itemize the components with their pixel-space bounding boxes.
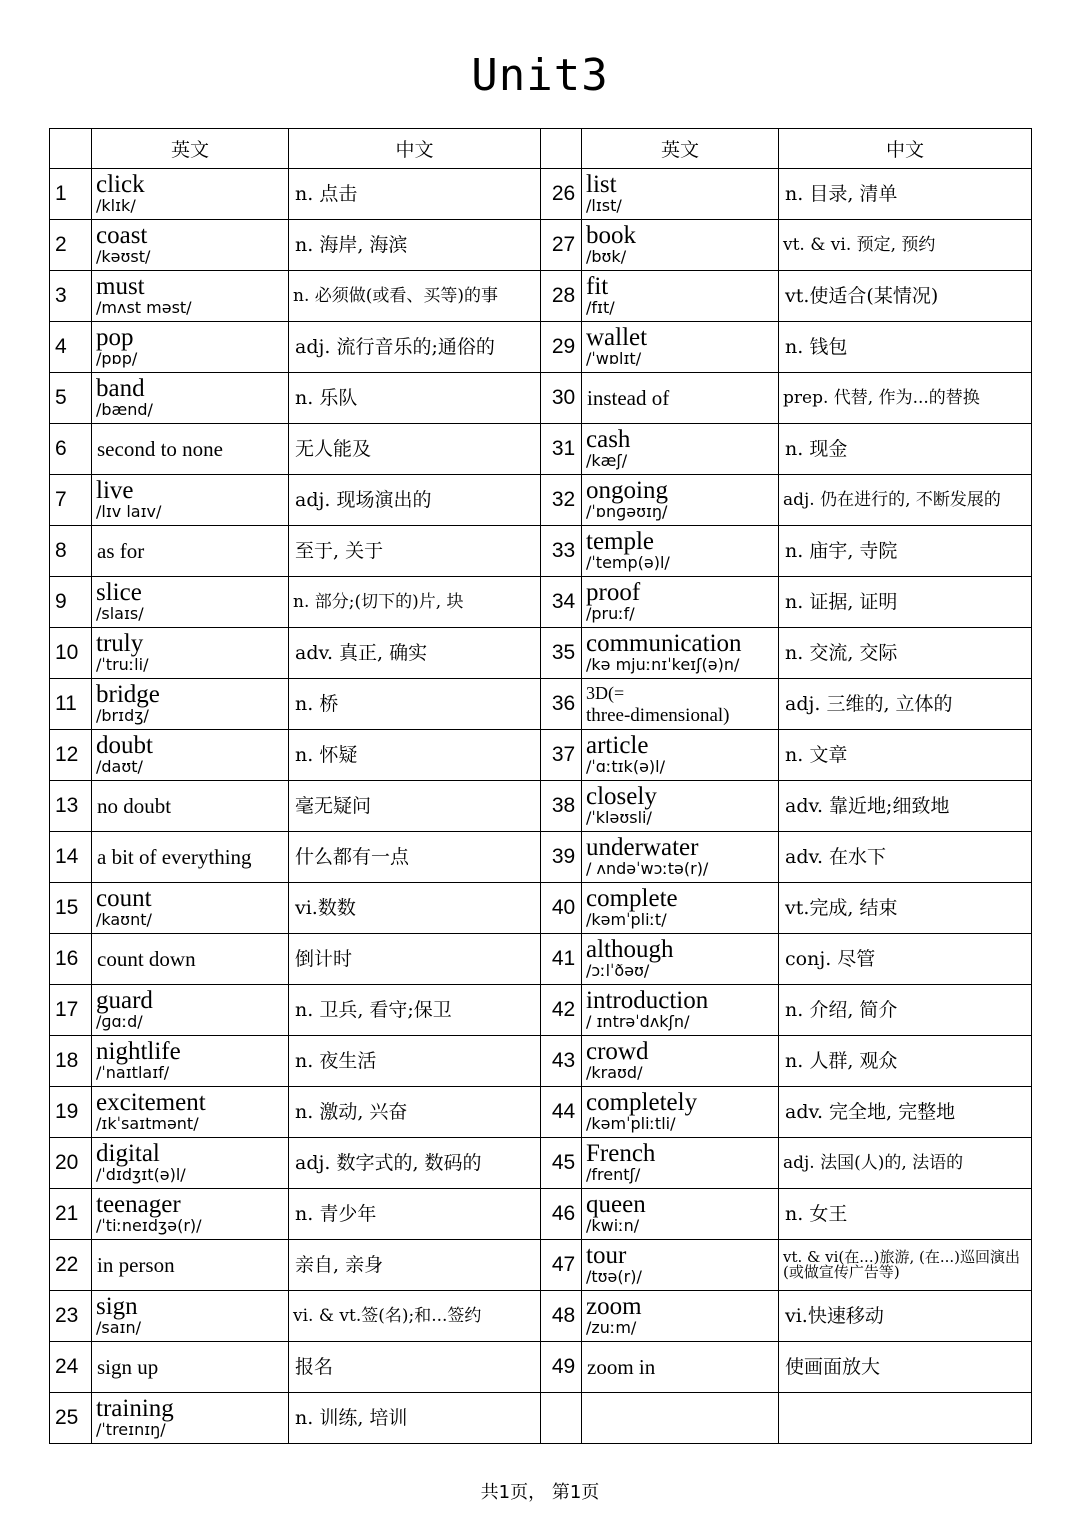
english-word: crowd: [586, 1038, 649, 1065]
phonetic: /ˈɑːtɪk(ə)l/: [586, 757, 665, 776]
phonetic: /kwiːn/: [586, 1216, 640, 1235]
english-cell: [582, 934, 779, 985]
english-word: list: [586, 171, 617, 198]
phonetic: /bænd/: [96, 400, 153, 419]
english-cell: [92, 322, 289, 373]
english-word: book: [586, 222, 636, 249]
english-cell: [582, 220, 779, 271]
english-cell: [92, 781, 289, 832]
row-number: 6: [50, 424, 92, 475]
english-word: zoom: [586, 1293, 642, 1320]
chinese-meaning: n. 点击: [289, 169, 541, 220]
chinese-meaning: n. 激动, 兴奋: [289, 1087, 541, 1138]
chinese-meaning: vt.使适合(某情况): [779, 271, 1032, 322]
english-cell: [582, 883, 779, 934]
header-num-right: [541, 129, 582, 169]
row-number: 9: [50, 577, 92, 628]
english-word: wallet: [586, 324, 648, 351]
english-phrase: zoom in: [587, 1354, 656, 1379]
english-word: truly: [96, 630, 144, 657]
row-number: 33: [541, 526, 582, 577]
phonetic: /kəmˈpliːtli/: [586, 1114, 676, 1133]
english-word: article: [586, 732, 649, 759]
row-number: 26: [541, 169, 582, 220]
english-cell: [582, 526, 779, 577]
header-english-right: 英文: [582, 129, 779, 169]
table-row: [50, 220, 1032, 271]
chinese-meaning: n. 介绍, 简介: [779, 985, 1032, 1036]
chinese-meaning: n. 庙宇, 寺院: [779, 526, 1032, 577]
phonetic: /kəmˈpliːt/: [586, 910, 667, 929]
english-cell: [92, 169, 289, 220]
table-row: [50, 1342, 1032, 1393]
chinese-meaning: n. 目录, 清单: [779, 169, 1032, 220]
english-word: bridge: [96, 681, 160, 708]
phonetic: /bʊk/: [586, 247, 627, 266]
phonetic: /ˈwɒlɪt/: [586, 349, 642, 368]
row-number: 29: [541, 322, 582, 373]
row-number: 32: [541, 475, 582, 526]
row-number: 20: [50, 1138, 92, 1189]
english-cell: [582, 373, 779, 424]
english-cell: [92, 1393, 289, 1444]
english-phrase: instead of: [587, 385, 670, 410]
english-cell: [582, 679, 779, 730]
chinese-meaning: n. 交流, 交际: [779, 628, 1032, 679]
chinese-meaning: n. 青少年: [289, 1189, 541, 1240]
phonetic: /ɪkˈsaɪtmənt/: [96, 1114, 199, 1133]
english-word: underwater: [586, 834, 699, 861]
english-cell: [582, 730, 779, 781]
table-row: [50, 475, 1032, 526]
header-chinese-left: 中文: [289, 129, 541, 169]
english-phrase: as for: [97, 538, 145, 563]
english-cell: [92, 1291, 289, 1342]
row-number: 43: [541, 1036, 582, 1087]
english-word: sign: [96, 1293, 138, 1320]
english-word: slice: [96, 579, 142, 606]
chinese-meaning: 什么都有一点: [289, 832, 541, 883]
english-cell: [92, 424, 289, 475]
table-row: [50, 1138, 1032, 1189]
english-cell: [92, 679, 289, 730]
table-row: [50, 781, 1032, 832]
english-cell: [92, 475, 289, 526]
english-cell: [92, 1189, 289, 1240]
english-cell: [92, 1240, 289, 1291]
english-cell: [92, 373, 289, 424]
chinese-meaning: n. 乐队: [289, 373, 541, 424]
english-word: although: [586, 936, 674, 963]
english-word: must: [96, 273, 145, 300]
header-chinese-right: 中文: [779, 129, 1032, 169]
table-row: [50, 1036, 1032, 1087]
row-number: 37: [541, 730, 582, 781]
phonetic: /ˈtemp(ə)l/: [586, 553, 670, 572]
row-number: 24: [50, 1342, 92, 1393]
english-word: queen: [586, 1191, 646, 1218]
phonetic: /pɒp/: [96, 349, 138, 368]
chinese-meaning: 亲自, 亲身: [289, 1240, 541, 1291]
english-cell: [582, 1189, 779, 1240]
chinese-meaning: adj. 流行音乐的;通俗的: [289, 322, 541, 373]
english-phrase: second to none: [97, 436, 223, 461]
chinese-meaning: vi.快速移动: [779, 1291, 1032, 1342]
english-word: tour: [586, 1242, 627, 1269]
english-word: completely: [586, 1089, 698, 1116]
chinese-meaning: n. 证据, 证明: [779, 577, 1032, 628]
english-cell: [92, 1087, 289, 1138]
row-number: 5: [50, 373, 92, 424]
english-cell: [92, 1036, 289, 1087]
row-number: 21: [50, 1189, 92, 1240]
english-word: live: [96, 477, 134, 504]
row-number: 40: [541, 883, 582, 934]
phonetic: /frentʃ/: [586, 1165, 641, 1184]
page-title: Unit3: [471, 50, 609, 101]
english-cell: [582, 322, 779, 373]
header-english-left: 英文: [92, 129, 289, 169]
english-word: proof: [586, 579, 641, 606]
chinese-meaning: n. 钱包: [779, 322, 1032, 373]
phonetic: /mʌst məst/: [96, 298, 192, 317]
phonetic: /klɪk/: [96, 196, 136, 215]
row-number: 2: [50, 220, 92, 271]
phonetic: /ɡɑːd/: [96, 1012, 143, 1031]
english-word: nightlife: [96, 1038, 181, 1065]
phonetic: /daʊt/: [96, 757, 143, 776]
row-number: 38: [541, 781, 582, 832]
chinese-meaning: n. 女王: [779, 1189, 1032, 1240]
row-number: 39: [541, 832, 582, 883]
english-word: guard: [96, 987, 153, 1014]
chinese-meaning: 毫无疑问: [289, 781, 541, 832]
row-number: 48: [541, 1291, 582, 1342]
row-number: [541, 1393, 582, 1444]
row-number: 30: [541, 373, 582, 424]
english-cell: [582, 832, 779, 883]
english-phrase: sign up: [97, 1354, 159, 1379]
phonetic: /ˈtiːneɪdʒə(r)/: [96, 1216, 202, 1235]
row-number: 41: [541, 934, 582, 985]
chinese-meaning: vt. & vi. 预定, 预约: [779, 220, 1032, 271]
table-row: [50, 1291, 1032, 1342]
table-row: [50, 1087, 1032, 1138]
chinese-meaning: 使画面放大: [779, 1342, 1032, 1393]
chinese-meaning: 无人能及: [289, 424, 541, 475]
chinese-meaning: n. 文章: [779, 730, 1032, 781]
vocabulary-table: [49, 128, 1032, 1444]
phonetic: /tʊə(r)/: [586, 1267, 642, 1286]
row-number: 11: [50, 679, 92, 730]
phonetic: /saɪn/: [96, 1318, 142, 1337]
row-number: 18: [50, 1036, 92, 1087]
english-cell: [92, 628, 289, 679]
phonetic: /ˈdɪdʒɪt(ə)l/: [96, 1165, 186, 1184]
table-row: [50, 832, 1032, 883]
english-cell: [582, 628, 779, 679]
english-word: coast: [96, 222, 148, 249]
english-word: French: [586, 1140, 656, 1167]
english-cell: [92, 934, 289, 985]
english-cell: [92, 526, 289, 577]
english-word: doubt: [96, 732, 153, 759]
english-cell: [582, 475, 779, 526]
row-number: 16: [50, 934, 92, 985]
english-cell: [582, 1393, 779, 1444]
header-num-left: [50, 129, 92, 169]
chinese-meaning: n. 怀疑: [289, 730, 541, 781]
page-footer: 共1页， 第1页: [480, 1482, 600, 1503]
english-word: band: [96, 375, 145, 402]
row-number: 10: [50, 628, 92, 679]
english-cell: [582, 1342, 779, 1393]
phonetic: /ˈnaɪtlaɪf/: [96, 1063, 170, 1082]
table-row: [50, 883, 1032, 934]
chinese-meaning: adv. 靠近地;细致地: [779, 781, 1032, 832]
row-number: 14: [50, 832, 92, 883]
chinese-meaning: n. 桥: [289, 679, 541, 730]
row-number: 31: [541, 424, 582, 475]
table-row: [50, 730, 1032, 781]
row-number: 35: [541, 628, 582, 679]
english-word: fit: [586, 273, 609, 300]
english-cell: [582, 271, 779, 322]
phonetic: /kæʃ/: [586, 451, 628, 470]
english-word: training: [96, 1395, 174, 1422]
row-number: 49: [541, 1342, 582, 1393]
phonetic: /ˈɒnɡəʊɪŋ/: [586, 502, 668, 521]
row-number: 1: [50, 169, 92, 220]
phonetic: /fɪt/: [586, 298, 615, 317]
chinese-meaning: prep. 代替, 作为...的替换: [779, 373, 1032, 424]
english-cell: [92, 730, 289, 781]
table-row: [50, 373, 1032, 424]
row-number: 36: [541, 679, 582, 730]
english-cell: [92, 220, 289, 271]
row-number: 7: [50, 475, 92, 526]
english-phrase: no doubt: [97, 793, 172, 818]
chinese-meaning: vi.数数: [289, 883, 541, 934]
row-number: 46: [541, 1189, 582, 1240]
table-row: [50, 985, 1032, 1036]
english-cell: [92, 985, 289, 1036]
english-cell: [582, 1087, 779, 1138]
english-word: count: [96, 885, 152, 912]
row-number: 23: [50, 1291, 92, 1342]
english-word: communication: [586, 630, 742, 657]
english-word: temple: [586, 528, 655, 555]
chinese-meaning: n. 部分;(切下的)片, 块: [289, 577, 541, 628]
english-cell: [582, 781, 779, 832]
chinese-meaning: n. 海岸, 海滨: [289, 220, 541, 271]
english-cell: [92, 577, 289, 628]
chinese-meaning: n. 必须做(或看、买等)的事: [289, 271, 541, 322]
row-number: 45: [541, 1138, 582, 1189]
row-number: 13: [50, 781, 92, 832]
english-cell: [582, 1036, 779, 1087]
english-cell: [582, 985, 779, 1036]
english-cell: [582, 1291, 779, 1342]
row-number: 42: [541, 985, 582, 1036]
row-number: 28: [541, 271, 582, 322]
table-row: [50, 628, 1032, 679]
english-word: click: [96, 171, 145, 198]
table-row: [50, 271, 1032, 322]
row-number: 17: [50, 985, 92, 1036]
phonetic: /kraʊd/: [586, 1063, 643, 1082]
row-number: 3: [50, 271, 92, 322]
row-number: 15: [50, 883, 92, 934]
table-row: [50, 934, 1032, 985]
phonetic: /ɔːlˈðəʊ/: [586, 961, 650, 980]
english-word: ongoing: [586, 477, 668, 504]
chinese-meaning: adj. 三维的, 立体的: [779, 679, 1032, 730]
row-number: 47: [541, 1240, 582, 1291]
row-number: 27: [541, 220, 582, 271]
phonetic: /kaʊnt/: [96, 910, 152, 929]
chinese-meaning: 倒计时: [289, 934, 541, 985]
chinese-meaning: adj. 仍在进行的, 不断发展的: [779, 475, 1032, 526]
table-row: [50, 1393, 1032, 1444]
english-cell: [92, 883, 289, 934]
english-cell: [582, 1240, 779, 1291]
english-word: closely: [586, 783, 657, 810]
english-phrase: in person: [97, 1252, 175, 1277]
phonetic: /brɪdʒ/: [96, 706, 149, 725]
chinese-meaning: 报名: [289, 1342, 541, 1393]
table-row: [50, 577, 1032, 628]
table-row: [50, 1189, 1032, 1240]
english-word: excitement: [96, 1089, 206, 1116]
phonetic: three-dimensional): [586, 705, 730, 726]
chinese-meaning: conj. 尽管: [779, 934, 1032, 985]
row-number: 19: [50, 1087, 92, 1138]
english-phrase: count down: [97, 946, 196, 971]
chinese-meaning: vt. & vi(在...)旅游, (在...)巡回演出(或做宣传广告等): [779, 1240, 1032, 1291]
row-number: 8: [50, 526, 92, 577]
phonetic: /ˈtreɪnɪŋ/: [96, 1420, 166, 1439]
english-word: teenager: [96, 1191, 181, 1218]
phonetic: / ʌndəˈwɔːtə(r)/: [586, 859, 709, 878]
row-number: 12: [50, 730, 92, 781]
chinese-meaning: adj. 法国(人)的, 法语的: [779, 1138, 1032, 1189]
english-word: cash: [586, 426, 631, 453]
phonetic: /lɪst/: [586, 196, 622, 215]
row-number: 34: [541, 577, 582, 628]
chinese-meaning: adj. 数字式的, 数码的: [289, 1138, 541, 1189]
row-number: 4: [50, 322, 92, 373]
english-cell: [92, 832, 289, 883]
english-word: 3D(=: [586, 683, 625, 703]
chinese-meaning: n. 训练, 培训: [289, 1393, 541, 1444]
english-cell: [92, 1138, 289, 1189]
english-cell: [582, 577, 779, 628]
row-number: 22: [50, 1240, 92, 1291]
table-row: [50, 1240, 1032, 1291]
english-cell: [92, 1342, 289, 1393]
chinese-meaning: vt.完成, 结束: [779, 883, 1032, 934]
table-header-row: [50, 129, 1032, 169]
english-cell: [582, 424, 779, 475]
phonetic: /slaɪs/: [96, 604, 144, 623]
table-row: [50, 322, 1032, 373]
row-number: 44: [541, 1087, 582, 1138]
chinese-meaning: adv. 真正, 确实: [289, 628, 541, 679]
phonetic: /pruːf/: [586, 604, 635, 623]
row-number: 25: [50, 1393, 92, 1444]
phonetic: /lɪv laɪv/: [96, 502, 162, 521]
english-cell: [582, 1138, 779, 1189]
phonetic: /ˈkləʊsli/: [586, 808, 652, 827]
chinese-meaning: adv. 在水下: [779, 832, 1032, 883]
phonetic: /ˈtruːli/: [96, 655, 149, 674]
phonetic: /kəʊst/: [96, 247, 151, 266]
chinese-meaning: 至于, 关于: [289, 526, 541, 577]
chinese-meaning: n. 夜生活: [289, 1036, 541, 1087]
chinese-meaning: n. 现金: [779, 424, 1032, 475]
chinese-meaning: adv. 完全地, 完整地: [779, 1087, 1032, 1138]
english-word: digital: [96, 1140, 160, 1167]
chinese-meaning: [779, 1393, 1032, 1444]
english-cell: [582, 169, 779, 220]
table-row: [50, 679, 1032, 730]
english-word: pop: [96, 324, 134, 351]
chinese-meaning: n. 人群, 观众: [779, 1036, 1032, 1087]
phonetic: / ɪntrəˈdʌkʃn/: [586, 1012, 690, 1031]
phonetic: /zuːm/: [586, 1318, 637, 1337]
table-row: [50, 424, 1032, 475]
english-cell: [92, 271, 289, 322]
english-word: introduction: [586, 987, 709, 1014]
english-phrase: a bit of everything: [97, 844, 252, 869]
phonetic: /kə mjuːnɪˈkeɪʃ(ə)n/: [586, 655, 740, 674]
english-word: complete: [586, 885, 678, 912]
chinese-meaning: vi. & vt.签(名);和...签约: [289, 1291, 541, 1342]
chinese-meaning: n. 卫兵, 看守;保卫: [289, 985, 541, 1036]
table-row: [50, 169, 1032, 220]
table-row: [50, 526, 1032, 577]
chinese-meaning: adj. 现场演出的: [289, 475, 541, 526]
